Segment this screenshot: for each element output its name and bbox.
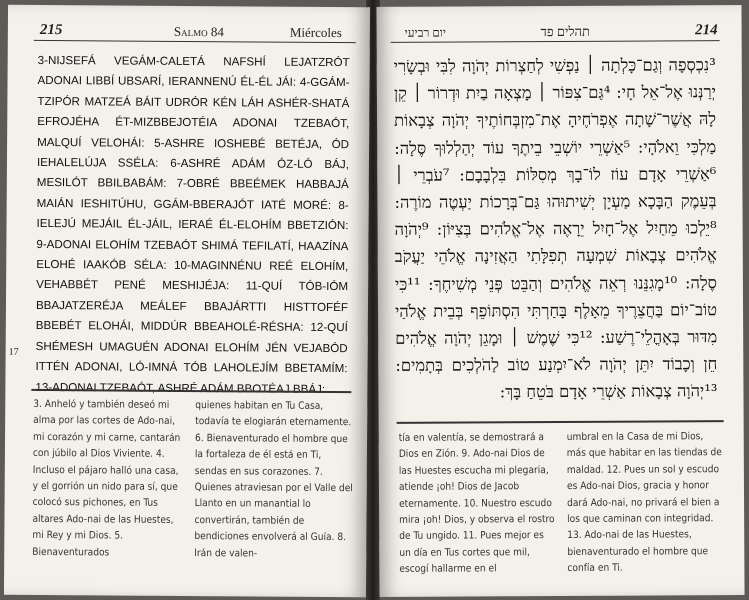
side-page-number: 17 bbox=[8, 346, 19, 358]
transliteration-text: 3-NIJSEFÁ VEGÁM-CALETÁ NAFSHÍ LEJATZRÓT ADONAI LIBBÍ UBSARÍ, IERANNENÚ ÉL-ÉL JÁI: 4-GGÁM-TZIPÓR MATZEÁ BÁIT UDRÓR KÉN LÁH ASHÉR-SHATÁ EFROJÉHA ÉT-MIZBBEJOTÉIA ADONAI TZEBAÓT, MALQUÍ VELOHÁI: 5-ASHRE IOSHEBÉ BETÉJA, ÓD IEHALELÚJA SSÉLA: 6-ASHRÉ ADÁM ÓZ-LÓ BÁJ, MESILÓT BBILBABÁM: 7-OBRÉ BBEÉMEK HABBAJÁ MAIÁN IESHITÚHU, GGÁM-BBERAJÓT IATÉ MORÉ: 8-IELEJÚ MEJÁIL ÉL-JÁIL, IERAÉ ÉL-ELOHÍM BBETZIÓN: 9-ADONAI ELOHÍM TZEBAÓT SHIMÁ TEFILATÍ, HAAZÍNA ELOHÉ IAAKÓB SÉLA: 10-MAGINNÉNU REÉ ELOHÍM, VEHABBÉT PENÉ MESHIJÉJA: 11-QUÍ TÓB-IÓM BBAJATZERÉJA MEÁLEF BBAJÁRTTI HISTTOFÉF BBEBÉT ELOHÁI, MIDDÚR BBEAHOLÉ-RÉSHA: 12-QUÍ SHÉMESH UMAGUÉN ADONAI ELOHÍM JÉN VEJABÓD ITTÉN ADONAI, LÓ-IMNÁ TÓB LAHOLEJÍM BBETAMÍM: 13-ADONAI TZEBAÓT, ASHRÉ ADÁM BBOTÉAJ BBÁJ: bbox=[35, 53, 350, 396]
page-day: Miércoles bbox=[289, 24, 342, 41]
right-page bbox=[376, 5, 744, 597]
right-page-header bbox=[391, 19, 720, 43]
page-day: יום רביעי bbox=[404, 25, 447, 40]
page-title: תהלים פד bbox=[540, 23, 590, 40]
page-number: 215 bbox=[39, 21, 63, 39]
left-page bbox=[4, 5, 370, 598]
spanish-translation-col1: tía en valentía, se demostrará a Dios en Zión. 9. Ado-nai Dios de las Huestes escucha mi plegaria, atiende ¡oh! Dios de Jacob eternamente. 10. Nuestro escudo mira ¡oh! Dios, y observa el rostro de Tu ungido. 11. Pues mejor es un día en Tus cortes que mil, escogí hallarme en el bbox=[398, 432, 555, 576]
spanish-translation-col2: umbral en la Casa de mi Dios, más que habitar en las tiendas de maldad. 12. Pues un sol y escudo es Ado-nai Dios, gracia y honor dará Ado-nai, no privará el bien a los que caminan con integridad. 13. Ado-nai de las Huestes, bienaventurado el hombre que confía en Ti. bbox=[566, 431, 722, 575]
spanish-translation-col2: quienes habitan en Tu Casa, todavía te elogiarán eternamente. 6. Bienaventurado el hombre que la fortaleza de él está en Ti, sendas en sus corazones. 7. Quienes atraviesan por el Valle del Llanto en un manantial lo convertirán, también de bendiciones envolverá al Guía. 8. Irán de valen- bbox=[194, 400, 353, 560]
left-page-header bbox=[34, 19, 356, 43]
page-title: Salmo 84 bbox=[173, 23, 224, 40]
page-number: 214 bbox=[695, 22, 718, 39]
hebrew-text: ³נִכְסְפָה וְגַם־כָּלְתָה ׀ נַפְשִׁי לְחַצְרוֹת יְהֹוָה לִבִּי וּבְשָׂרִי יְרַנְּנוּ אֶל־אֵל חָי: ⁴גַּם־צִפּוֹר ׀ מָצְאָה בַיִת וּדְרוֹר ׀ קֵן לָהּ אֲשֶׁר־שָׁתָה אֶפְרֹחֶיהָ אֶת־מִזְבְּחוֹתֶיךָ יְהֹוָה צְבָאוֹת מַלְכִּי וֵאלֹהָי: ⁵אַשְׁרֵי יוֹשְׁבֵי בֵיתֶךָ עוֹד יְהַלְלוּךָ סֶּלָה: ⁶אַשְׁרֵי אָדָם עוֹז לוֹ־בָךְ מְסִלּוֹת בִּלְבָבָם: ⁷עֹבְרֵי ׀ בְּעֵמֶק הַבָּכָא מַעְיָן יְשִׁיתוּהוּ גַּם־בְּרָכוֹת יַעְטֶה מוֹרֶה: ⁸יֵלְכוּ מֵחַיִל אֶל־חָיִל יֵרָאֶה אֶל־אֱלֹהִים בְּצִיּוֹן: ⁹יְהֹוָה אֱלֹהִים צְבָאוֹת שִׁמְעָה תְפִלָּתִי הַאֲזִינָה אֱלֹהֵי יַעֲקֹב סֶלָה: ¹⁰מָגִנֵּנוּ רְאֵה אֱלֹהִים וְהַבֵּט פְּנֵי מְשִׁיחֶךָ: ¹¹כִּי טוֹב־יוֹם בַּחֲצֵרֶיךָ מֵאָלֶף בָּחַרְתִּי הִסְתּוֹפֵף בְּבֵית אֱלֹהַי מִדּוּר בְּאָהֳלֵי־רֶשַׁע: ¹²כִּי שֶׁמֶשׁ ׀ וּמָגֵן יְהֹוָה אֱלֹהִים חֵן וְכָבוֹד יִתֵּן יְהֹוָה לֹא־יִמְנַע טוֹב לַהֹלְכִים בְּתָמִים: ¹³יְהֹוָה צְבָאוֹת אַשְׁרֵי אָדָם בֹּטֵחַ בָּךְ: bbox=[393, 55, 718, 402]
spanish-translation-col1: 3. Anheló y también deseó mi alma por las cortes de Ado-nai, mi corazón y mi carne, cantarán con júbilo al Dios Viviente. 4. Incluso el pájaro halló una casa, y el gorrión un nido para sí, que colocó sus pichones, en Tus altares Ado-nai de las Huestes, mi Rey y mi Dios. 5. Bienaventurados bbox=[32, 398, 181, 559]
section-divider bbox=[397, 420, 724, 424]
